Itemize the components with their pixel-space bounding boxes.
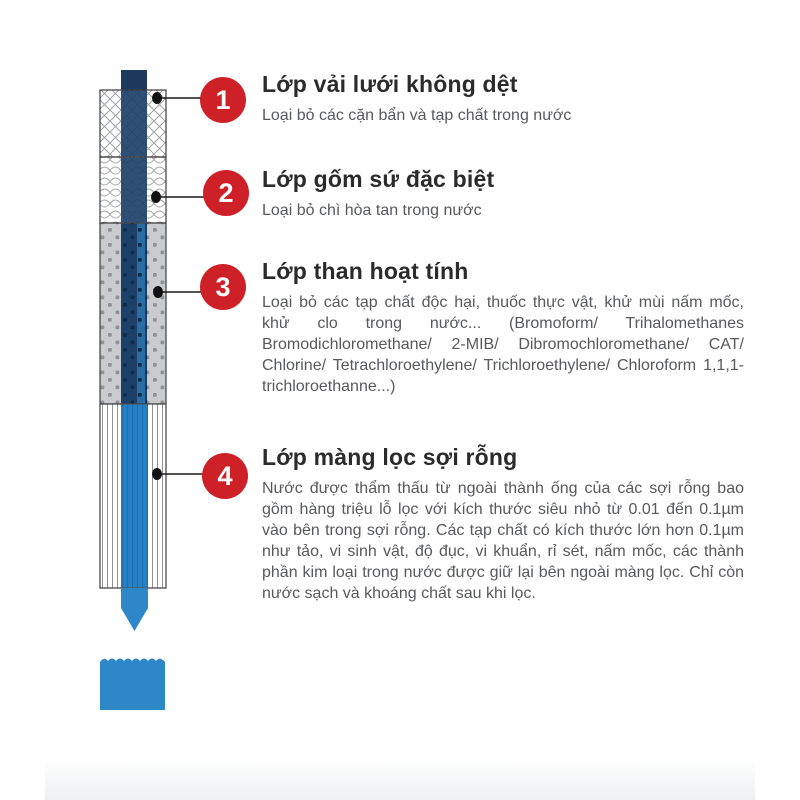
callout-4 — [152, 468, 204, 480]
callout-3 — [153, 286, 202, 298]
filter-outlet-tip — [121, 588, 148, 631]
step-badge-4: 4 — [202, 453, 248, 499]
section-2 — [262, 166, 744, 221]
section-3-title: Lớp than hoạt tính — [262, 258, 469, 284]
callout-dot-2 — [151, 191, 161, 203]
section-4 — [262, 444, 744, 604]
callout-2 — [151, 191, 205, 203]
section-1-title: Lớp vải lưới không dệt — [262, 71, 518, 97]
filter-layer-2-ceramic — [100, 157, 166, 223]
section-1 — [262, 71, 744, 126]
step-badge-3: 3 — [200, 264, 246, 310]
section-3 — [262, 258, 744, 397]
callout-1 — [152, 92, 202, 104]
callout-dot-1 — [152, 92, 162, 104]
filter-top-cap — [121, 70, 147, 91]
footer-shadow — [45, 757, 755, 800]
section-4-description: Nước được thẩm thấu từ ngoài thành ống của các sợi rỗng bao gồm hàng triệu lỗ lọc với kích thước siêu nhỏ từ 0.01 đến 0.1µm vào bên trong sợi rỗng. Các tạp chất có kích thước lớn hơn 0.1µm như tảo, vi sinh vật, độ đục, vi khuẩn, rỉ sét, nấm mốc, các thành phần kim loại trong nước được giữ lại bên ngoài màng lọc. Chỉ còn nước sạch và khoáng chất sau khi lọc. — [262, 480, 744, 602]
section-4-title: Lớp màng lọc sợi rỗng — [262, 444, 518, 470]
step-badge-1: 1 — [200, 77, 246, 123]
step-badge-2: 2 — [203, 170, 249, 216]
filter-layer-3-carbon — [100, 223, 166, 404]
section-2-description: Loại bỏ chì hòa tan trong nước — [262, 202, 482, 219]
callout-dot-4 — [152, 468, 162, 480]
section-3-description: Loại bỏ các tạp chất độc hại, thuốc thực vật, khử mùi nấm mốc, khử clo trong nước... (Bromoform/ Trihalomethanes Bromodichloromethane/ 2-MIB/ Dibromochloromethane/ CAT/ Chlorine/ Tetrachloroethylene/ Trichloroethylene/ Chloroform 1,1,1-trichloroethanne...) — [262, 294, 744, 395]
section-2-title: Lớp gốm sứ đặc biệt — [262, 166, 495, 192]
filtered-water-icon — [100, 659, 165, 711]
filter-layer-4-membrane — [100, 404, 166, 588]
callout-dot-3 — [153, 286, 163, 298]
section-1-description: Loại bỏ các cặn bẩn và tạp chất trong nước — [262, 107, 572, 124]
